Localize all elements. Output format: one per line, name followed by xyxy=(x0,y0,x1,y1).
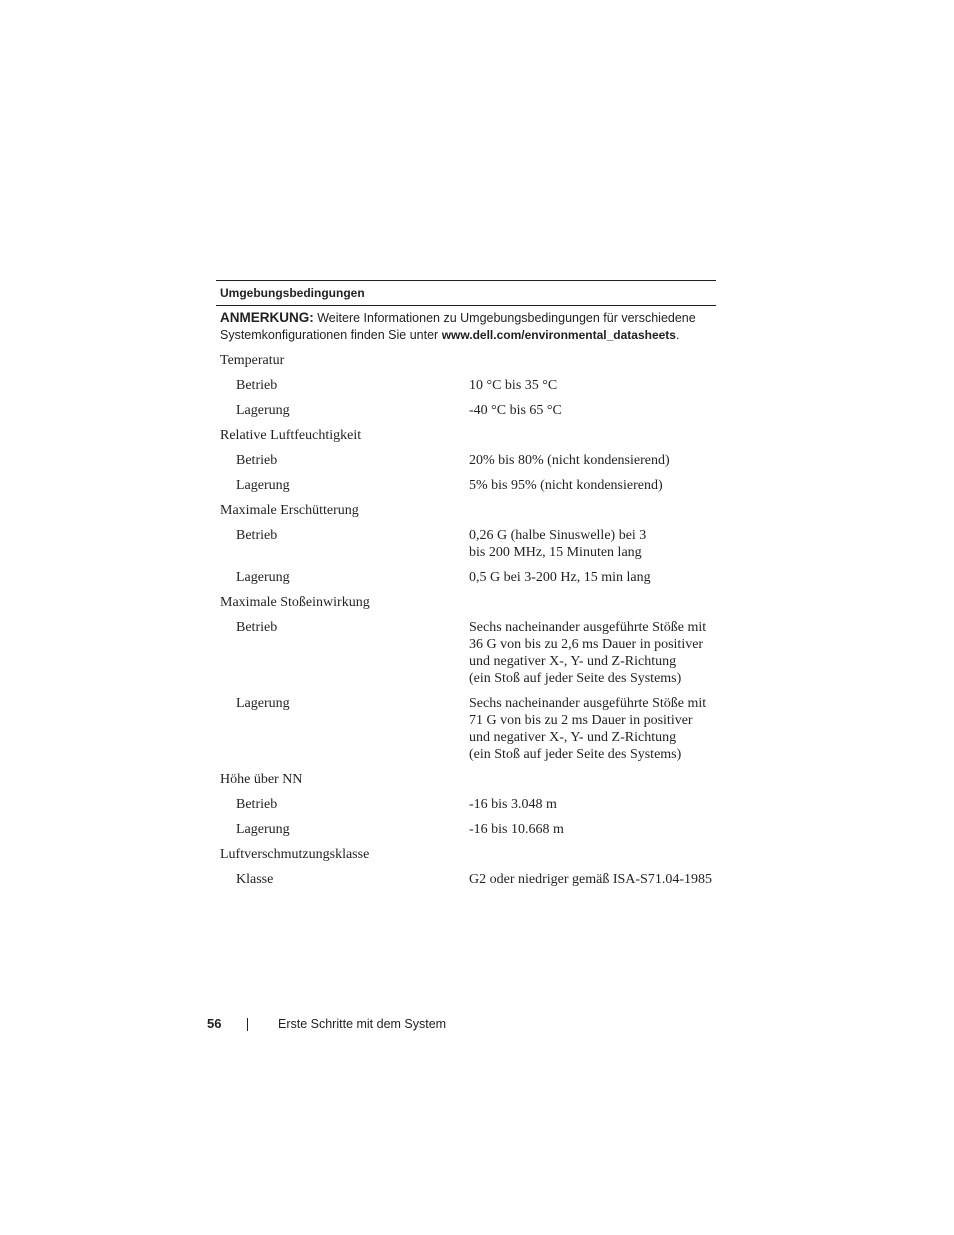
section-title: Luftverschmutzungsklasse xyxy=(220,847,370,862)
note xyxy=(216,306,716,344)
footer-title: Erste Schritte mit dem System xyxy=(278,1017,447,1031)
spec-label: Lagerung xyxy=(236,822,290,837)
spec-value-line: Sechs nacheinander ausgeführte Stöße mit xyxy=(469,620,707,635)
spec-row xyxy=(216,373,716,398)
spec-label: Lagerung xyxy=(236,403,290,418)
spec-value-line: und negativer X-, Y- und Z-Richtung xyxy=(469,730,677,745)
table-title: Umgebungsbedingungen xyxy=(220,286,365,300)
spec-value-line: G2 oder niedriger gemäß ISA-S71.04-1985 xyxy=(469,872,713,887)
spec-value-line: bis 200 MHz, 15 Minuten lang xyxy=(469,545,642,560)
spec-value-line: 10 °C bis 35 °C xyxy=(469,378,558,393)
spec-value xyxy=(469,402,716,419)
note-label: ANMERKUNG: xyxy=(220,310,314,325)
spec-row xyxy=(216,448,716,473)
spec-label: Betrieb xyxy=(236,528,278,543)
spec-value-line: (ein Stoß auf jeder Seite des Systems) xyxy=(469,671,682,686)
spec-label: Lagerung xyxy=(236,478,290,493)
spec-value-line: 71 G von bis zu 2 ms Dauer in positiver xyxy=(469,713,693,728)
spec-value-line: 20% bis 80% (nicht kondensierend) xyxy=(469,453,670,468)
spec-row xyxy=(216,398,716,423)
spec-value xyxy=(469,377,716,394)
section-title: Temperatur xyxy=(220,353,285,368)
spec-value-line: -16 bis 10.668 m xyxy=(469,822,564,837)
spec-value-line: 36 G von bis zu 2,6 ms Dauer in positiver xyxy=(469,637,704,652)
spec-value-line: -40 °C bis 65 °C xyxy=(469,403,562,418)
spec-value xyxy=(469,871,716,888)
spec-row xyxy=(216,523,716,565)
spec-value-line: und negativer X-, Y- und Z-Richtung xyxy=(469,654,677,669)
spec-value-line: 0,5 G bei 3-200 Hz, 15 min lang xyxy=(469,570,651,585)
spec-value xyxy=(469,821,716,838)
section-title: Relative Luftfeuchtigkeit xyxy=(220,428,362,443)
section-title: Höhe über NN xyxy=(220,772,303,787)
spec-value xyxy=(469,477,716,494)
spec-value xyxy=(469,527,716,561)
note-text: Weitere Informationen zu Umgebungsbedingungen für verschiedene Systemkonfigurationen finden Sie unter xyxy=(220,311,696,342)
spec-value-line: Sechs nacheinander ausgeführte Stöße mit xyxy=(469,696,707,711)
spec-value xyxy=(469,796,716,813)
spec-label: Betrieb xyxy=(236,378,278,393)
spec-row xyxy=(216,867,716,892)
note-url[interactable]: www.dell.com/environmental_datasheets xyxy=(441,328,676,342)
spec-row xyxy=(216,565,716,590)
spec-row xyxy=(216,817,716,842)
section-title: Maximale Stoßeinwirkung xyxy=(220,595,370,610)
spec-label: Betrieb xyxy=(236,453,278,468)
spec-sections xyxy=(216,348,716,892)
spec-value-line: -16 bis 3.048 m xyxy=(469,797,557,812)
section-title: Maximale Erschütterung xyxy=(220,503,359,518)
spec-row xyxy=(216,792,716,817)
spec-value-line: (ein Stoß auf jeder Seite des Systems) xyxy=(469,747,682,762)
spec-label: Klasse xyxy=(236,872,274,887)
spec-value xyxy=(469,695,716,763)
environment-spec-table xyxy=(216,280,716,892)
spec-label: Lagerung xyxy=(236,696,290,711)
spec-value xyxy=(469,619,716,687)
spec-value-line: 0,26 G (halbe Sinuswelle) bei 3 xyxy=(469,528,647,543)
spec-value-line: 5% bis 95% (nicht kondensierend) xyxy=(469,478,663,493)
page-number: 56 xyxy=(207,1016,222,1031)
spec-value xyxy=(469,452,716,469)
footer-separator xyxy=(247,1018,248,1031)
spec-label: Betrieb xyxy=(236,797,278,812)
spec-row xyxy=(216,473,716,498)
spec-row xyxy=(216,691,716,767)
note-end: . xyxy=(675,328,680,342)
spec-row xyxy=(216,615,716,691)
spec-value xyxy=(469,569,716,586)
spec-label: Betrieb xyxy=(236,620,278,635)
spec-label: Lagerung xyxy=(236,570,290,585)
